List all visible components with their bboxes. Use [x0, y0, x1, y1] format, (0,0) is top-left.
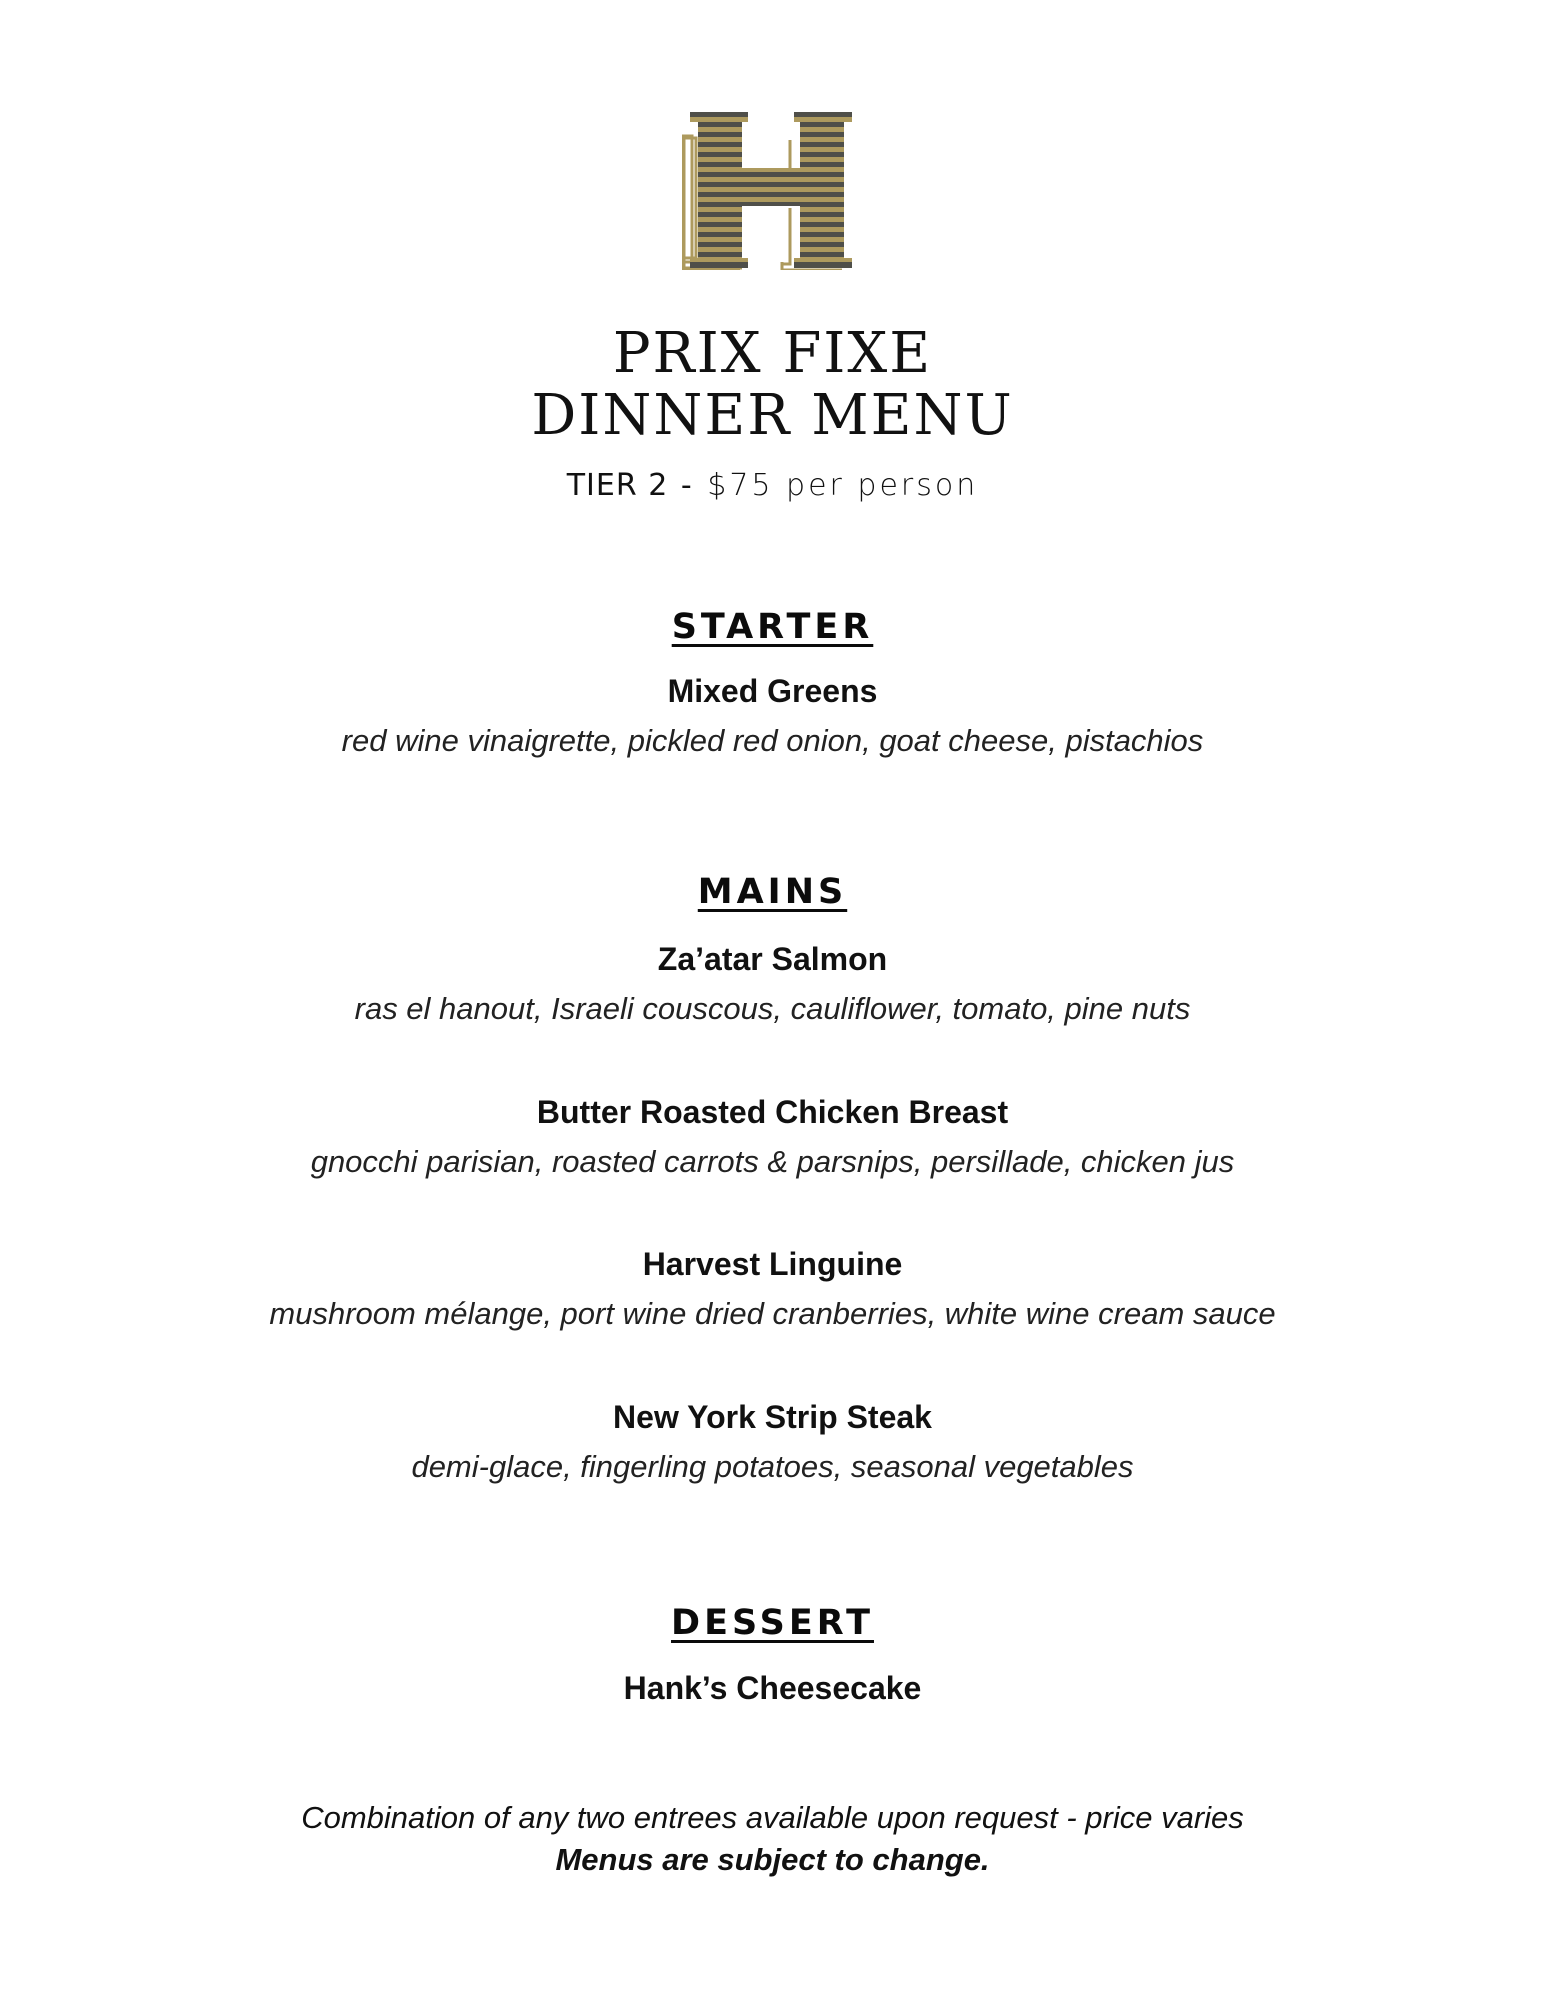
menu-item-description: ras el hanout, Israeli couscous, cauliflower, tomato, pine nuts [354, 991, 1191, 1026]
tier-price-line [0, 466, 1545, 506]
menu-item-description: mushroom mélange, port wine dried cranberries, white wine cream sauce [269, 1296, 1276, 1331]
menu-title-line-1: PRIX FIXE [612, 321, 933, 386]
tier-separator: - [668, 468, 708, 503]
h-logo-icon [682, 112, 860, 270]
tier-label: TIER 2 [566, 468, 669, 503]
section-heading-dessert: DESSERT [671, 1603, 874, 1643]
menu-item-description: demi-glace, fingerling potatoes, seasonal vegetables [411, 1449, 1134, 1484]
tier-price: $75 per person [707, 468, 979, 503]
menu-item-name: Butter Roasted Chicken Breast [536, 1094, 1009, 1130]
section-heading-mains: MAINS [697, 872, 848, 912]
menu-item-name: Harvest Linguine [642, 1246, 903, 1282]
menu-disclaimer: Menus are subject to change. [555, 1842, 990, 1877]
section-heading-starter: STARTER [671, 607, 874, 647]
combination-note: Combination of any two entrees available upon request - price varies [301, 1800, 1244, 1835]
menu-item-description: gnocchi parisian, roasted carrots & parsnips, persillade, chicken jus [310, 1144, 1235, 1179]
menu-item-name: Za’atar Salmon [657, 941, 888, 977]
menu-item-description: red wine vinaigrette, pickled red onion, goat cheese, pistachios [341, 723, 1204, 758]
menu-title-line-2: DINNER MENU [531, 383, 1014, 448]
menu-item-name: Hank’s Cheesecake [623, 1670, 922, 1706]
menu-item-name: New York Strip Steak [613, 1399, 932, 1435]
menu-item-name: Mixed Greens [667, 673, 878, 709]
